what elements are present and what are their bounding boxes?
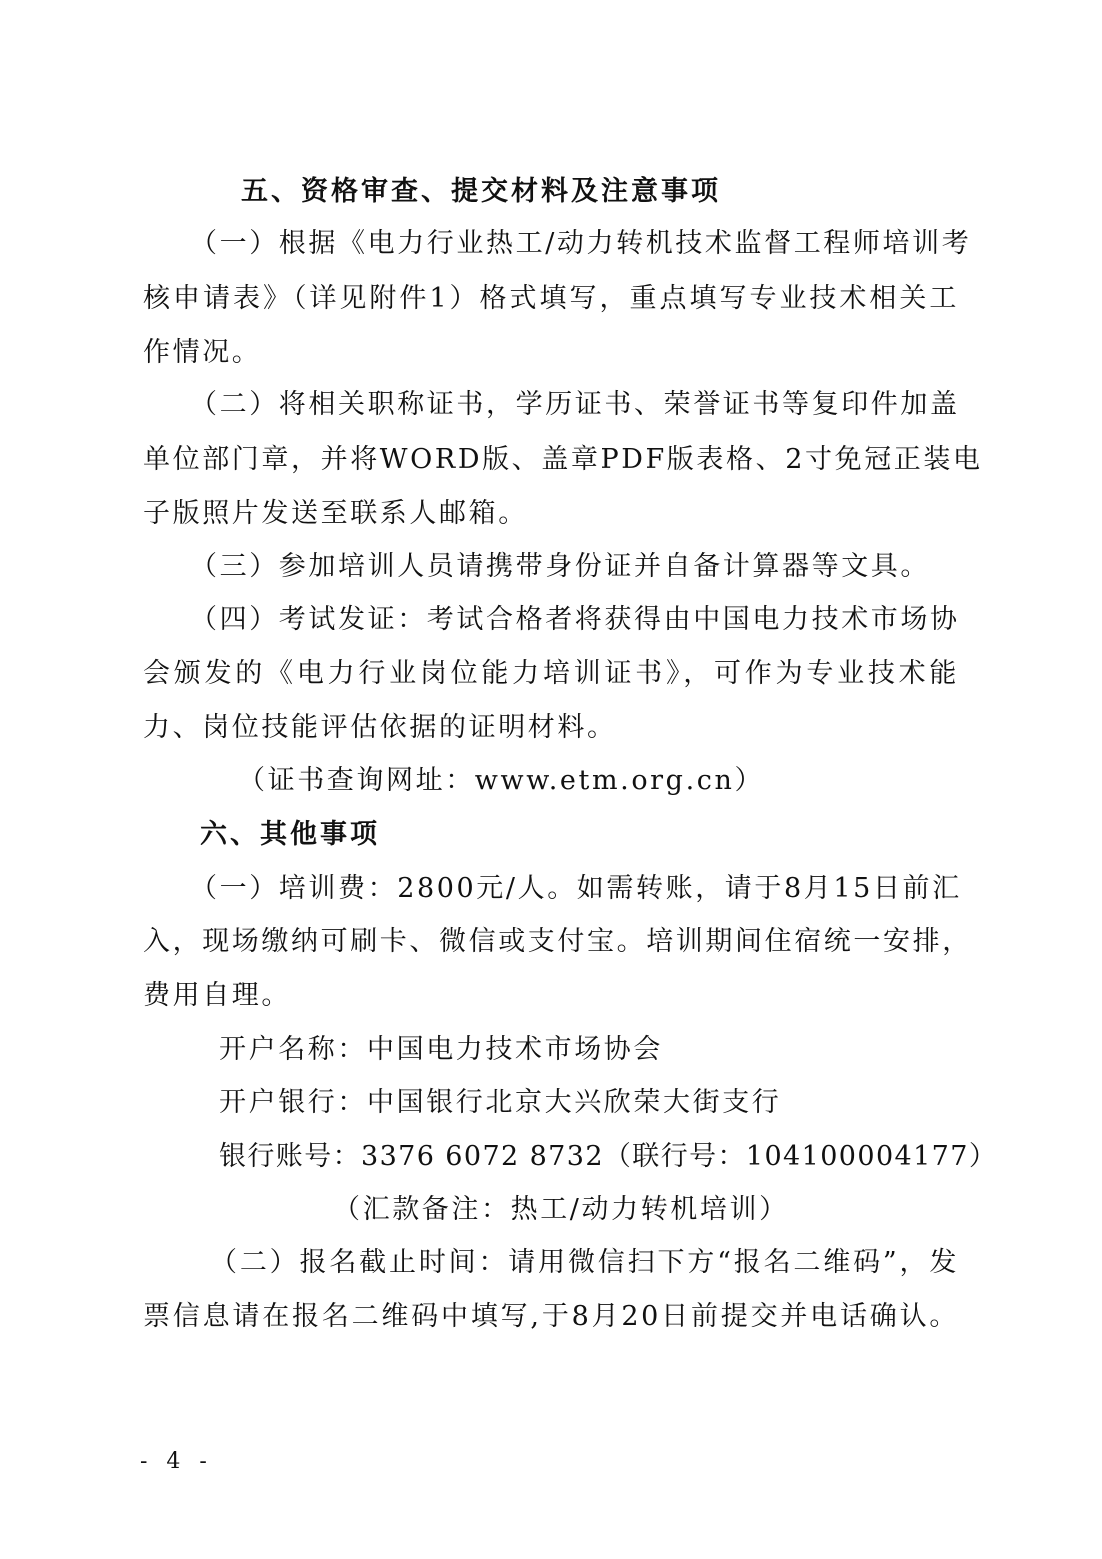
section6-heading: 六、其他事项	[200, 819, 380, 850]
cert-query-url: （证书查询网址：www.etm.org.cn）	[238, 765, 765, 796]
section6-item1-line2: 入，现场缴纳可刷卡、微信或支付宝。培训期间住宿统一安排，	[143, 926, 972, 957]
bank-name: 开户银行：中国银行北京大兴欣荣大街支行	[219, 1087, 782, 1118]
section5-item3: （三）参加培训人员请携带身份证并自备计算器等文具。	[190, 551, 930, 582]
section6-item1-line1: （一）培训费：2800元/人。如需转账，请于8月15日前汇	[190, 873, 962, 904]
section5-item4-line3: 力、岗位技能评估依据的证明材料。	[143, 712, 617, 743]
section5-item2-line2: 单位部门章，并将WORD版、盖章PDF版表格、2寸免冠正装电	[143, 444, 983, 475]
account-number: 银行账号：3376 6072 8732（联行号：104100004177）	[219, 1141, 998, 1172]
section6-item2-line1: （二）报名截止时间：请用微信扫下方“报名二维码”，发	[210, 1247, 959, 1278]
section5-item4-line1: （四）考试发证：考试合格者将获得由中国电力技术市场协	[190, 604, 960, 635]
section5-heading: 五、资格审查、提交材料及注意事项	[241, 176, 721, 207]
remit-note: （汇款备注：热工/动力转机培训）	[333, 1194, 789, 1225]
section5-item2-line1: （二）将相关职称证书，学历证书、荣誉证书等复印件加盖	[190, 389, 960, 420]
section5-item1-line3: 作情况。	[143, 337, 262, 368]
page-number: - 4 -	[140, 1449, 213, 1474]
section5-item1-line1: （一）根据《电力行业热工/动力转机技术监督工程师培训考	[190, 228, 972, 259]
section5-item4-line2: 会颁发的《电力行业岗位能力培训证书》，可作为专业技术能	[143, 658, 959, 689]
section5-item1-line2: 核申请表》（详见附件1）格式填写，重点填写专业技术相关工	[143, 283, 959, 314]
section6-item1-line3: 费用自理。	[143, 980, 291, 1011]
section6-item2-line2: 票信息请在报名二维码中填写,于8月20日前提交并电话确认。	[143, 1301, 959, 1332]
section5-item2-line3: 子版照片发送至联系人邮箱。	[143, 498, 528, 529]
account-name: 开户名称：中国电力技术市场协会	[219, 1034, 663, 1065]
